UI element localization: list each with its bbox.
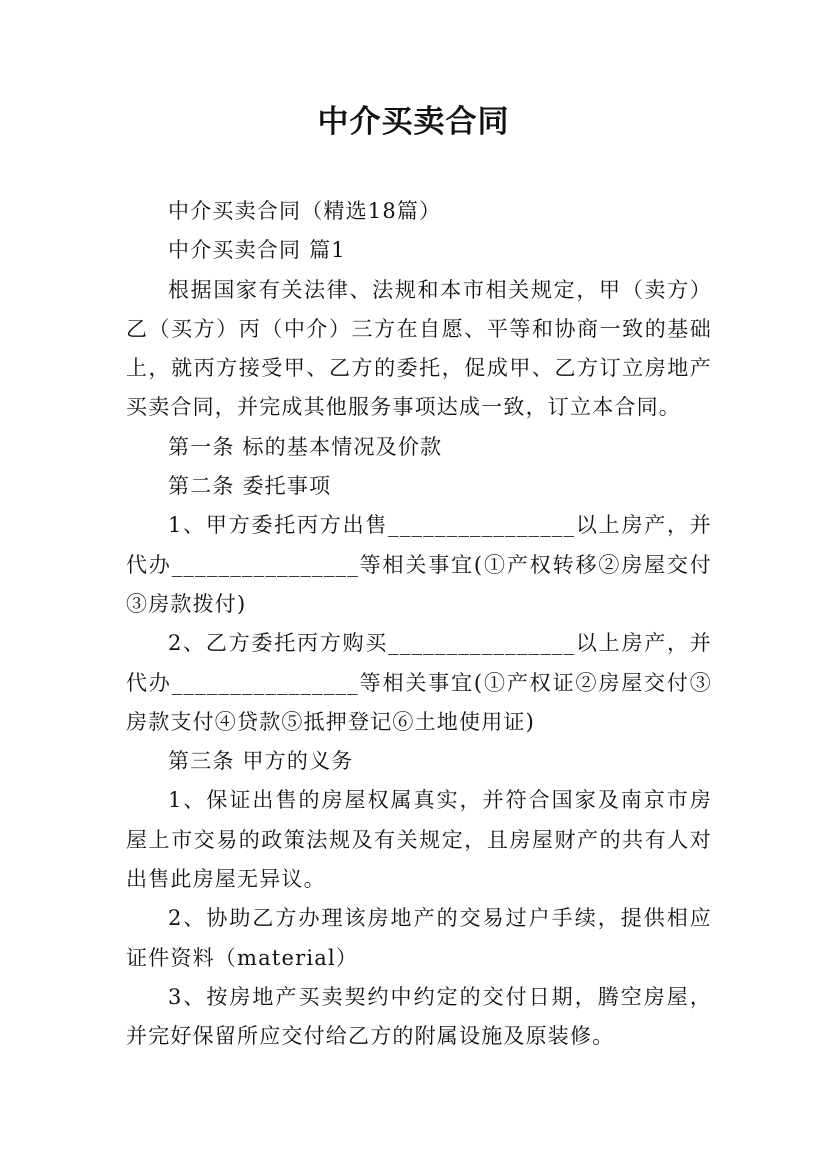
paragraph-clause-3-item-2: 2、协助乙方办理该房地产的交易过户手续，提供相应证件资料（material）	[126, 906, 712, 970]
paragraph-preamble: 根据国家有关法律、法规和本市相关规定，甲（卖方）乙（买方）丙（中介）三方在自愿、平等和协商一致的基础上，就丙方接受甲、乙方的委托，促成甲、乙方订立房地产买卖合同，并完成其他服务事项达成一致，订立本合同。	[126, 277, 712, 420]
paragraph-clause-3-item-3: 3、按房地产买卖契约中约定的交付日期，腾空房屋，并完好保留所应交付给乙方的附属设施及原装修。	[126, 984, 712, 1049]
paragraph-clause-2-item-1: 1、甲方委托丙方出售________________以上房产，并代办________________等相关事宜(①产权转移②房屋交付③房款拨付)	[126, 513, 712, 616]
document-title: 中介买卖合同	[317, 104, 510, 140]
document-body	[126, 192, 712, 1057]
paragraph-clause-3-heading: 第三条 甲方的义务	[168, 749, 354, 774]
paragraph-clause-3-item-1: 1、保证出售的房屋权属真实，并符合国家及南京市房屋上市交易的政策法规及有关规定，且房屋财产的共有人对出售此房屋无异议。	[126, 788, 712, 892]
paragraph-clause-2-heading: 第二条 委托事项	[168, 474, 332, 499]
paragraph-clause-1-heading: 第一条 标的基本情况及价款	[168, 434, 443, 459]
paragraph-clause-2-item-2: 2、乙方委托丙方购买________________以上房产，并代办________________等相关事宜(①产权证②房屋交付③房款支付④贷款⑤抵押登记⑥土地使用证)	[126, 631, 712, 734]
paragraph-collection-heading: 中介买卖合同（精选18篇）	[168, 199, 442, 223]
paragraph-article-heading: 中介买卖合同 篇1	[168, 238, 346, 263]
